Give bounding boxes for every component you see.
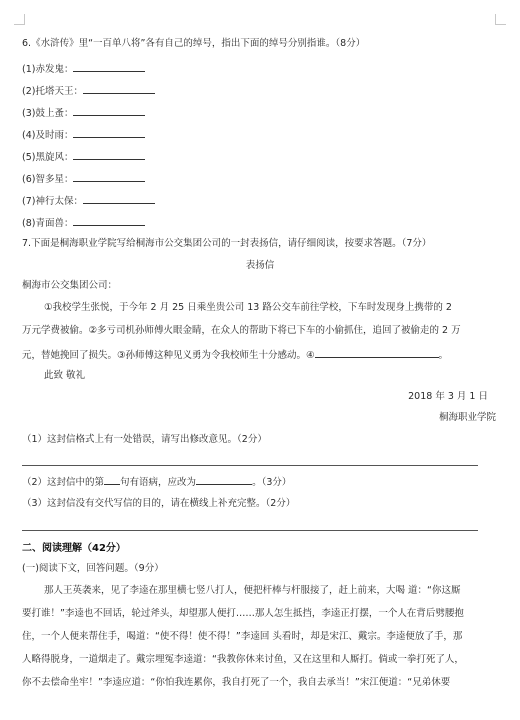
q7-sub2-text: （2）这封信中的第 xyxy=(22,477,105,488)
letter-paragraph-line: 万元学费被偷。②多亏司机孙师傅火眼金睛，在众人的帮助下将已下车的小偷抓住，追回了被偷走的 2 万 xyxy=(22,325,461,336)
question-6-stem: 6.《水浒传》里“一百单八将”各有自己的绰号，指出下面的绰号分别指谁。（8分） xyxy=(22,38,366,49)
answer-blank[interactable] xyxy=(315,347,439,358)
answer-blank[interactable] xyxy=(73,215,145,226)
reading-passage-line: 住，一个人便来帮住手，喝道：“使不得！使不得！”李逵回 头看时，却是宋江、戴宗。李逵便放了手，那 xyxy=(22,631,463,642)
answer-blank[interactable] xyxy=(73,149,145,160)
q6-item-label: (8)青面兽： xyxy=(22,218,74,229)
answer-blank[interactable] xyxy=(73,61,145,72)
q7-subquestion-2 xyxy=(22,474,291,490)
letter-text-end: 。 xyxy=(438,350,449,361)
q6-item-label: (4)及时雨： xyxy=(22,130,74,141)
section-subheading: (一)阅读下文，回答问题。（9分） xyxy=(22,563,164,574)
q7-subquestion-1: （1）这封信格式上有一处错误，请写出修改意见。（2分） xyxy=(22,434,267,445)
reading-passage-line: 你不去偿命坐牢！”李逵应道：“你怕我连累你，我自打死了一个，我自去承当！”宋江便道：“兄弟休要 xyxy=(22,677,451,688)
letter-date: 2018 年 3 月 1 日 xyxy=(408,391,488,402)
reading-passage-line: 人略得脱身，一道烟走了。戴宗埋冤李逵道：“我教你休来讨鱼，又在这里和人厮打。倘或一拳打死了人， xyxy=(22,654,464,665)
answer-blank[interactable] xyxy=(83,193,155,204)
q6-item-4 xyxy=(22,127,145,143)
q6-item-label: (3)鼓上蚤： xyxy=(22,108,74,119)
section-heading: 二、阅读理解（42分） xyxy=(22,543,126,554)
q6-item-7 xyxy=(22,193,155,209)
letter-text: 元，替她挽回了损失。③孙师傅这种见义勇为令我校师生十分感动。④ xyxy=(22,350,315,361)
q6-item-label: (2)托塔天王： xyxy=(22,86,83,97)
question-7-stem: 7.下面是桐海职业学院写给桐海市公交集团公司的一封表扬信，请仔细阅读，按要求答题。（7分） xyxy=(22,238,432,249)
q6-item-label: (7)神行太保： xyxy=(22,196,83,207)
answer-blank[interactable] xyxy=(104,474,120,485)
letter-paragraph-line: ①我校学生张悦，于今年 2 月 25 日乘坐贵公司 13 路公交车前往学校，下车时发现身上携带的 2 xyxy=(44,302,452,313)
reading-passage-line: 那人王英袭来，见了李逵在那里横七竖八打人，便把杆棒与杆服接了，赶上前来，大喝 道：“你这厮 xyxy=(44,585,461,596)
answer-blank[interactable] xyxy=(196,474,252,485)
q7-sub2-text: 句有语病，应改为 xyxy=(120,477,197,488)
answer-line[interactable] xyxy=(22,530,478,531)
q6-item-6 xyxy=(22,171,145,187)
letter-paragraph-line xyxy=(22,347,448,363)
q7-sub2-text: 。（3分） xyxy=(252,477,292,488)
answer-blank[interactable] xyxy=(73,105,145,116)
letter-title: 表扬信 xyxy=(245,260,275,271)
q6-item-2 xyxy=(22,83,155,99)
q6-item-1 xyxy=(22,61,145,77)
answer-blank[interactable] xyxy=(73,171,145,182)
reading-passage-line: 要打谁！”李逵也不回话，轮过斧头，却望那人便打……那人怎生抵挡，李逵正打摆，一个人在背后劈腰抱 xyxy=(22,608,464,619)
letter-closing: 此致 敬礼 xyxy=(44,370,86,381)
answer-blank[interactable] xyxy=(83,83,155,94)
answer-blank[interactable] xyxy=(73,127,145,138)
q6-item-5 xyxy=(22,149,145,165)
page-corner-mark xyxy=(14,14,25,25)
letter-salutation: 桐海市公交集团公司： xyxy=(22,280,118,291)
letter-signature: 桐海职业学院 xyxy=(438,412,496,423)
q6-item-label: (5)黑旋风： xyxy=(22,152,74,163)
page-corner-mark xyxy=(495,14,506,25)
answer-line[interactable] xyxy=(22,465,478,466)
q6-item-label: (6)智多星： xyxy=(22,174,74,185)
q6-item-3 xyxy=(22,105,145,121)
q6-item-8 xyxy=(22,215,145,231)
q7-subquestion-3: （3）这封信没有交代写信的目的，请在横线上补充完整。（2分） xyxy=(22,498,296,509)
q6-item-label: (1)赤发鬼： xyxy=(22,64,74,75)
